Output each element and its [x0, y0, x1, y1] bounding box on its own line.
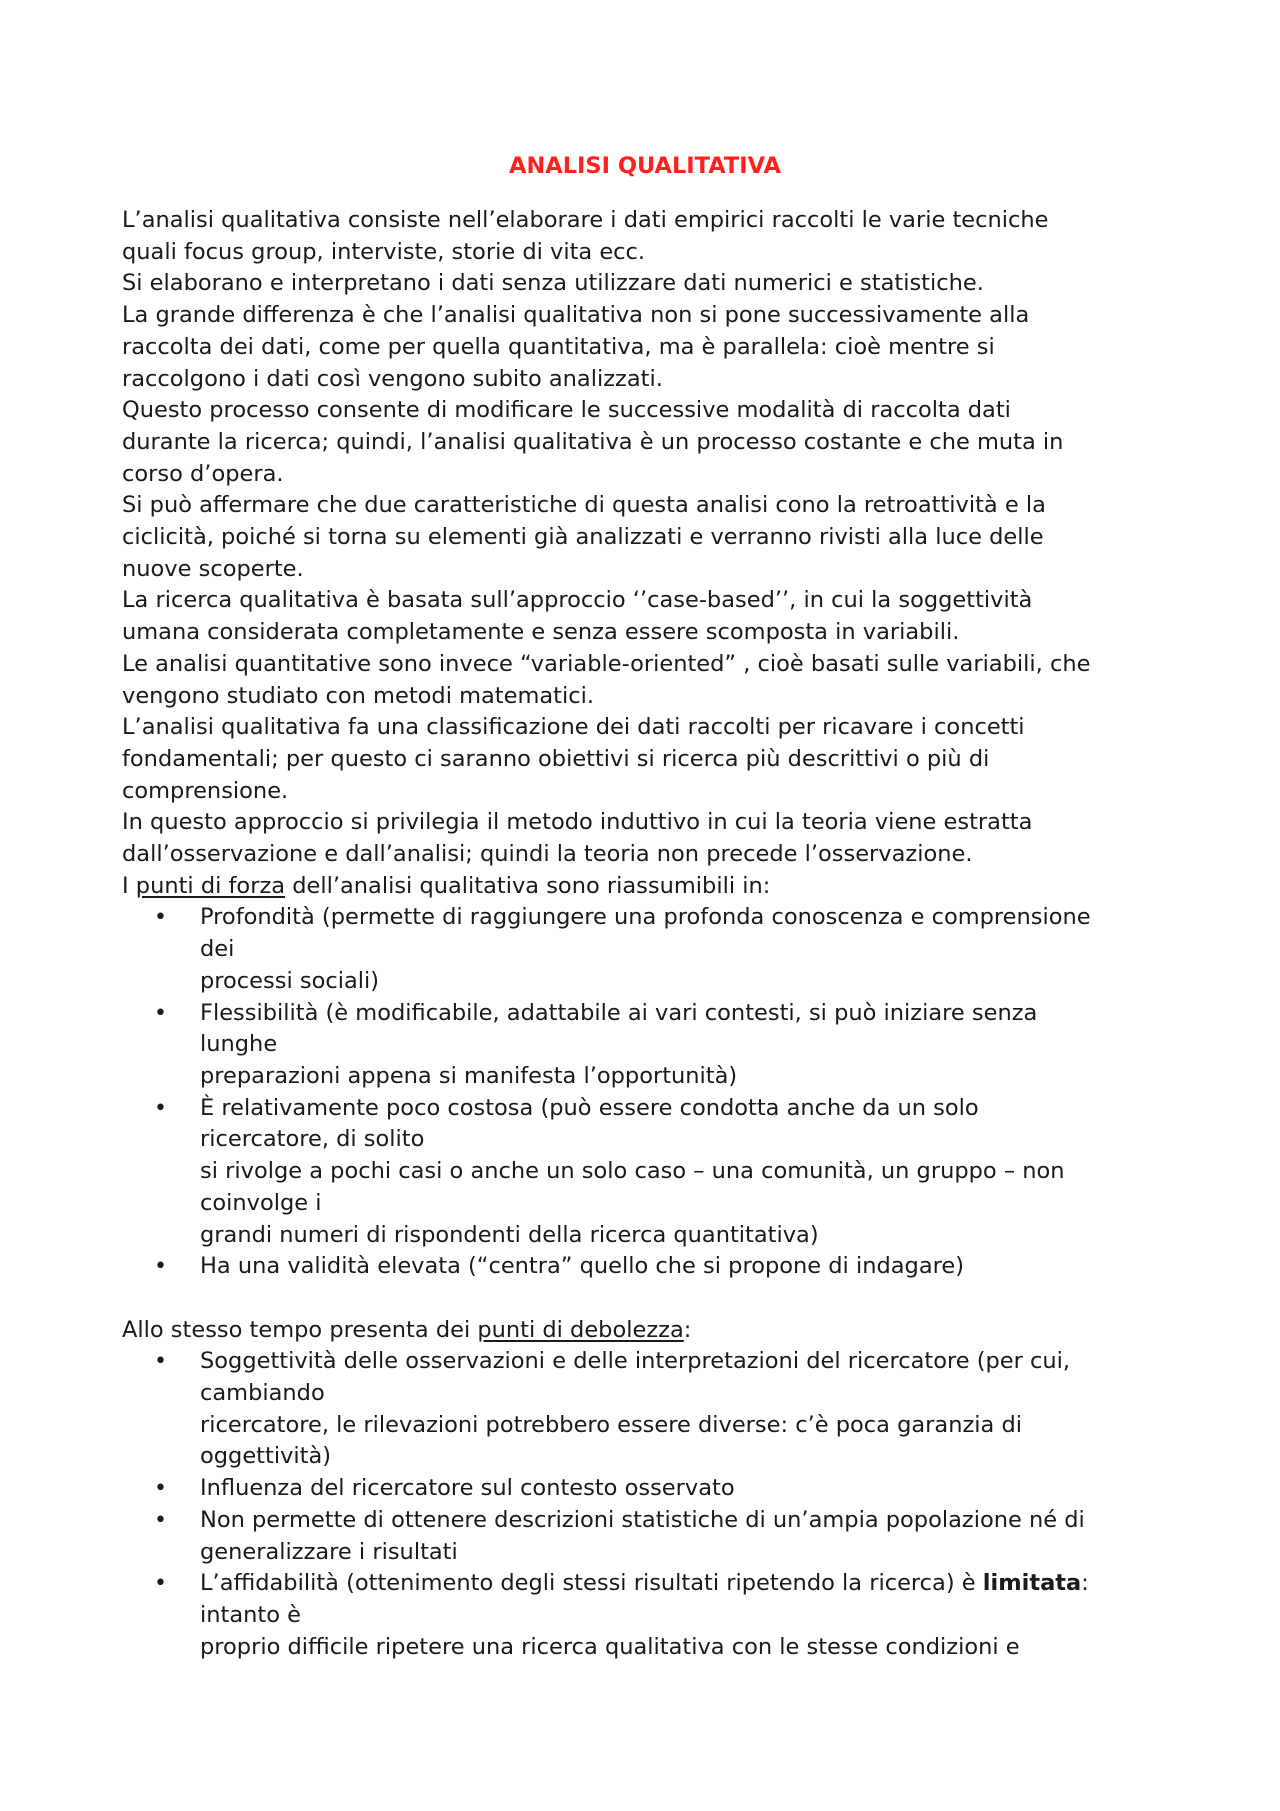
bullet-icon: • [154, 1507, 167, 1533]
list-item-text: Ha una validità elevata (“centra” quello che si propone di indagare) [200, 1253, 964, 1280]
list-item-text: È relativamente poco costosa (può essere condotta anche da un solo ricercatore, di solito si rivolge a pochi casi o anche un solo caso – una comunità, un gruppo – non coinvolge i grandi numeri di rispondenti della ricerca quantitativa) [200, 1094, 1065, 1248]
list-item-text-after: : intanto è proprio difficile ripetere una ricerca qualitativa con le stesse condizioni e [200, 1570, 1089, 1660]
weaknesses-intro-before: Allo stesso tempo presenta dei [122, 1316, 478, 1343]
document-title: ANALISI QUALITATIVA [509, 153, 781, 179]
weaknesses-underlined-term: punti di debolezza [477, 1316, 684, 1343]
paragraph: Questo processo consente di modificare le successive modalità di raccolta dati durante la ricerca; quindi, l’analisi qualitativa è un processo costante e che muta in corso d’opera. [122, 397, 1064, 487]
bullet-icon: • [154, 1349, 167, 1375]
paragraph: La ricerca qualitativa è basata sull’approccio ‘’case-based’’, in cui la soggettività umana considerata completamente e senza essere scomposta in variabili. [122, 587, 1033, 646]
bullet-icon: • [154, 1095, 167, 1121]
weaknesses-intro-after: : [683, 1316, 692, 1343]
list-item-text: Flessibilità (è modificabile, adattabile ai vari contesti, si può iniziare senza lunghe preparazioni appena si manifesta l’opportunità) [200, 999, 1038, 1089]
list-item-text: Influenza del ricercatore sul contesto osservato [200, 1475, 735, 1502]
list-item-text: Non permette di ottenere descrizioni statistiche di un’ampia popolazione né di generalizzare i risultati [200, 1506, 1085, 1565]
list-item-text: Profondità (permette di raggiungere una profonda conoscenza e comprensione dei processi sociali) [200, 904, 1091, 994]
list-item-text-before: L’affidabilità (ottenimento degli stessi risultati ripetendo la ricerca) è [200, 1570, 983, 1597]
strengths-intro-after: dell’analisi qualitativa sono riassumibili in: [285, 872, 771, 899]
paragraph: Si elaborano e interpretano i dati senza utilizzare dati numerici e statistiche. [122, 270, 984, 297]
strengths-list [122, 902, 1162, 1282]
paragraph: Le analisi quantitative sono invece “variable-oriented” , cioè basati sulle variabili, che vengono studiato con metodi matematici. [122, 650, 1091, 709]
list-item-text: Soggettività delle osservazioni e delle interpretazioni del ricercatore (per cui, cambiando ricercatore, le rilevazioni potrebbero essere diverse: c’è poca garanzia di oggettività) [200, 1348, 1071, 1470]
list-item [154, 1251, 1162, 1283]
paragraph: In questo approccio si privilegia il metodo induttivo in cui la teoria viene estratta dall’osservazione e dall’analisi; quindi la teoria non precede l’osservazione. [122, 809, 1033, 868]
paragraph: Si può affermare che due caratteristiche di questa analisi cono la retroattività e la ciclicità, poiché si torna su elementi già analizzati e verranno rivisti alla luce delle nuove scoperte. [122, 492, 1046, 582]
list-item [154, 902, 1162, 997]
list-item [154, 1093, 1162, 1252]
paragraph: L’analisi qualitativa fa una classificazione dei dati raccolti per ricavare i concetti fondamentali; per questo ci saranno obiettivi si ricerca più descrittivi o più di comprensione. [122, 714, 1025, 804]
strengths-intro-before: I [122, 872, 136, 899]
bullet-icon: • [154, 905, 167, 931]
list-item [154, 1473, 1162, 1505]
paragraph: L’analisi qualitativa consiste nell’elaborare i dati empirici raccolti le varie tecniche quali focus group, interviste, storie di vita ecc. [122, 207, 1049, 265]
weaknesses-intro [122, 1315, 1162, 1347]
strengths-underlined-term: punti di forza [135, 872, 286, 899]
weaknesses-list [122, 1346, 1162, 1663]
bullet-icon: • [154, 1476, 167, 1502]
bold-term: limitata [982, 1570, 1082, 1597]
list-item [154, 1568, 1162, 1663]
list-item [154, 1505, 1162, 1568]
list-item [154, 998, 1162, 1093]
paragraph: La grande differenza è che l’analisi qualitativa non si pone successivamente alla raccolta dei dati, come per quella quantitativa, ma è parallela: cioè mentre si raccolgono i dati così vengono subito analizzati. [122, 302, 1030, 392]
list-item [154, 1346, 1162, 1473]
bullet-icon: • [154, 1571, 167, 1597]
bullet-icon: • [154, 1000, 167, 1026]
blank-line [122, 1283, 1162, 1315]
document-page [122, 150, 1162, 1663]
strengths-intro [122, 871, 1162, 903]
bullet-icon: • [154, 1254, 167, 1280]
